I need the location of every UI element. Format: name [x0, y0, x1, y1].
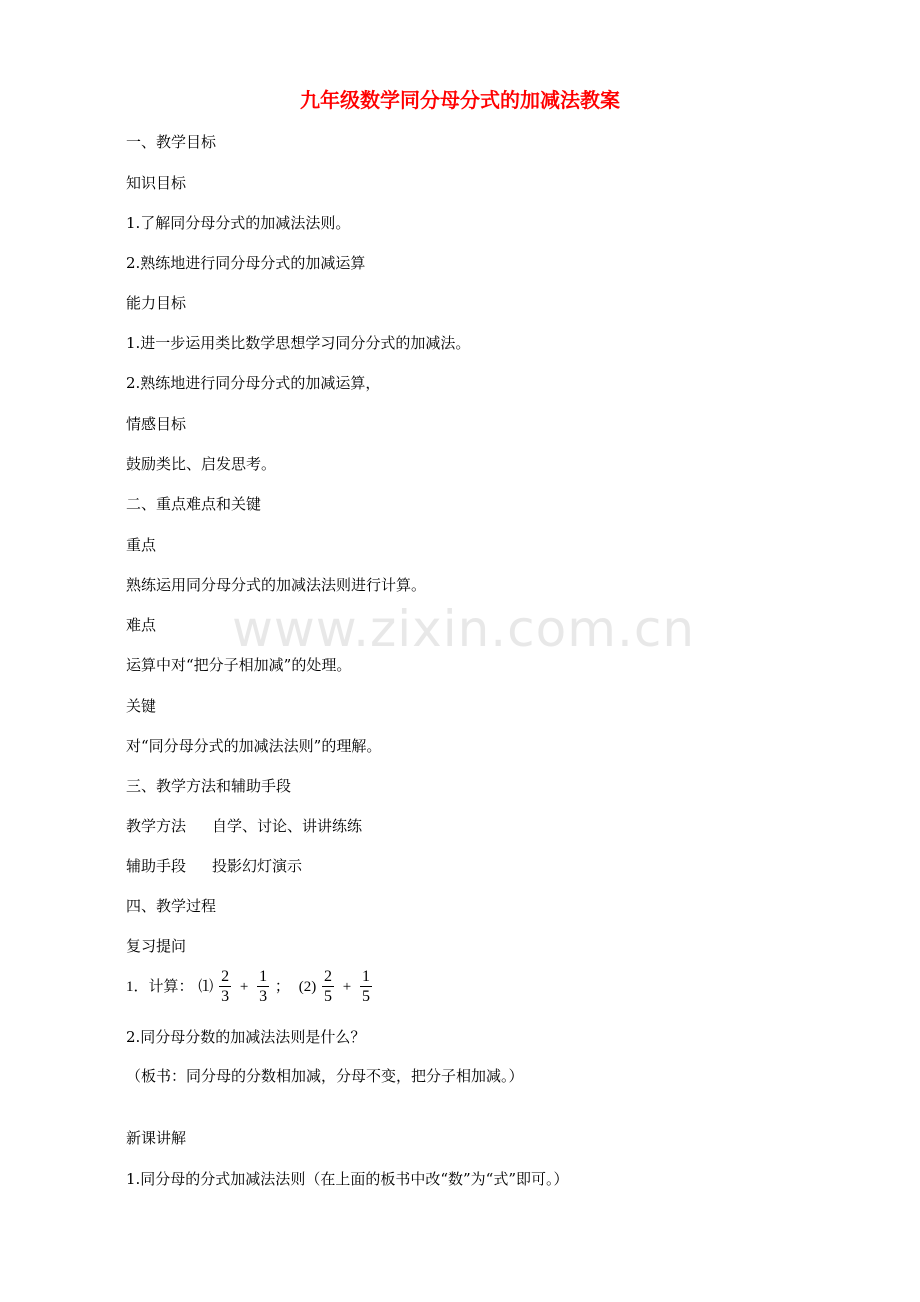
key-text: 对“同分母分式的加减法法则”的理解。: [126, 737, 382, 755]
subheading-review: 复习提问: [126, 937, 187, 955]
ability-item-1: 1.进一步运用类比数学思想学习同分分式的加减法。: [126, 334, 471, 352]
subheading-ability-goal: 能力目标: [126, 294, 187, 312]
review-question-2: 2.同分母分数的加减法法则是什么？: [126, 1028, 366, 1046]
subheading-key: 关键: [126, 697, 157, 715]
key-point-text: 熟练运用同分母分式的加减法法则进行计算。: [126, 576, 427, 594]
fraction-one-fifth: [360, 967, 372, 1006]
calc-prefix: 1．计算：: [126, 978, 194, 995]
fraction-denominator: 5: [323, 988, 332, 1005]
subheading-emotion-goal: 情感目标: [126, 415, 187, 433]
subheading-new-lesson: 新课讲解: [126, 1129, 187, 1147]
watermark: www.zixin.com.cn: [232, 600, 696, 658]
fraction-numerator: 1: [259, 968, 268, 985]
subheading-key-point: 重点: [126, 536, 157, 554]
plus-operator: +: [342, 978, 352, 995]
method-value: 自学、讨论、讲讲练练: [212, 817, 363, 835]
emotion-item-1: 鼓励类比、启发思考。: [126, 455, 277, 473]
fraction-denominator: 3: [259, 988, 268, 1005]
fraction-two-thirds: [219, 967, 231, 1006]
fraction-numerator: 1: [362, 968, 371, 985]
section-heading-methods: 三、教学方法和辅助手段: [126, 777, 292, 795]
calc-part1-label: ⑴: [198, 978, 214, 995]
fraction-numerator: 2: [323, 968, 332, 985]
fraction-denominator: 3: [221, 988, 230, 1005]
knowledge-item-2: 2.熟练地进行同分母分式的加减运算: [126, 254, 366, 272]
subheading-difficulty: 难点: [126, 616, 157, 634]
fraction-two-fifths: [322, 967, 334, 1006]
board-note: （板书：同分母的分数相加减，分母不变，把分子相加减。）: [126, 1067, 524, 1085]
aid-label: 辅助手段: [126, 857, 187, 875]
knowledge-item-1: 1.了解同分母分式的加减法法则。: [126, 214, 351, 232]
section-heading-goals: 一、教学目标: [126, 133, 217, 151]
section-heading-process: 四、教学过程: [126, 897, 217, 915]
difficulty-text: 运算中对“把分子相加减”的处理。: [126, 656, 352, 674]
calc-separator: ；: [274, 978, 290, 995]
method-label: 教学方法: [126, 817, 187, 835]
section-heading-key-points: 二、重点难点和关键: [126, 495, 262, 513]
calc-question: [126, 967, 373, 1006]
fraction-denominator: 5: [362, 988, 371, 1005]
aid-value: 投影幻灯演示: [212, 857, 303, 875]
subheading-knowledge-goal: 知识目标: [126, 174, 187, 192]
ability-item-2: 2.熟练地进行同分母分式的加减运算，: [126, 374, 381, 392]
calc-part2-label: (2): [298, 978, 317, 995]
document-title: 九年级数学同分母分式的加减法教案: [300, 88, 620, 112]
aid-row: [126, 856, 302, 876]
method-row: [126, 816, 362, 836]
new-lesson-item-1: 1.同分母的分式加减法法则（在上面的板书中改“数”为“式”即可。）: [126, 1170, 569, 1188]
plus-operator: +: [239, 978, 249, 995]
fraction-one-third: [257, 967, 269, 1006]
fraction-numerator: 2: [221, 968, 230, 985]
